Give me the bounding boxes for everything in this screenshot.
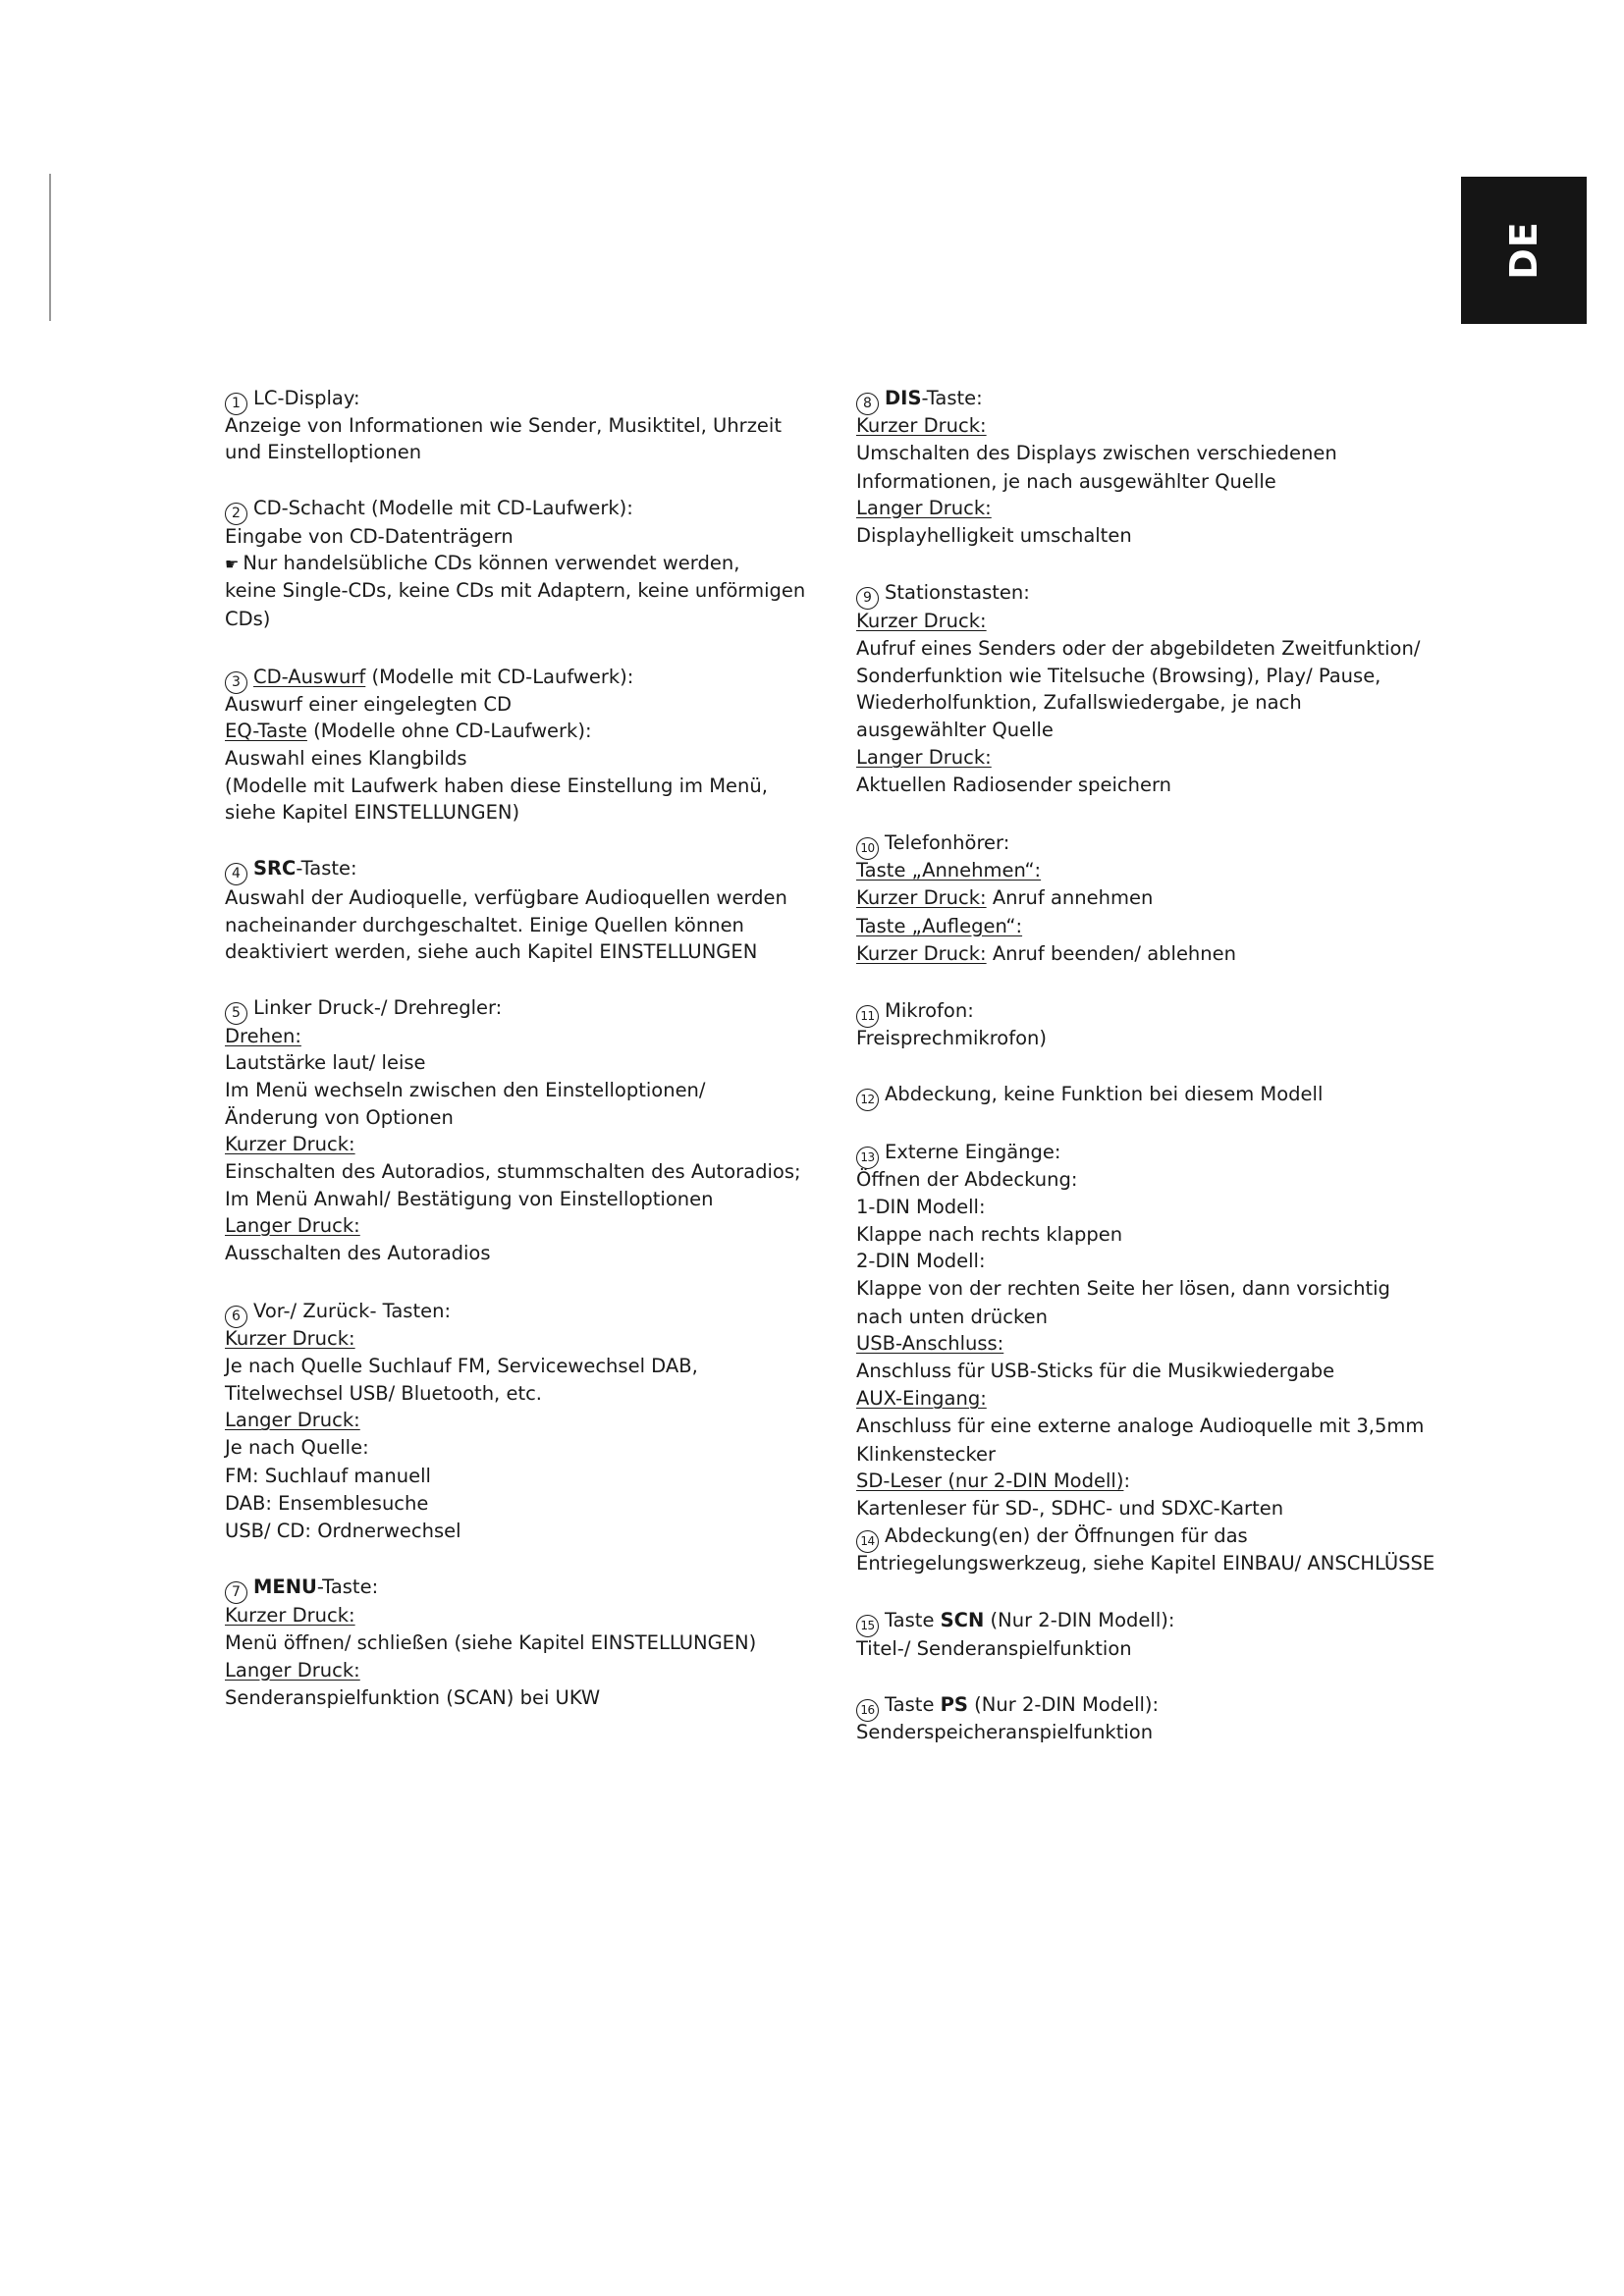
item-external-inputs (856, 1138, 1445, 1522)
item-text: Auswurf einer eingelegten CD (225, 692, 513, 716)
item-subheading: AUX-Eingang: (856, 1387, 987, 1411)
item-text: Öffnen der Abdeckung: (856, 1168, 1078, 1192)
item-subheading: Langer Druck: (856, 496, 992, 519)
right-column (856, 384, 1445, 1745)
item-number: 1 (225, 393, 247, 415)
item-number: 9 (856, 587, 879, 610)
item-subheading: USB-Anschluss: (856, 1331, 1004, 1355)
item-text: Klinkenstecker (856, 1442, 997, 1466)
language-tab-label: DE (1501, 221, 1545, 280)
item-text: Kartenleser für SD-, SDHC- und SDXC-Karten (856, 1496, 1284, 1520)
item-subheading: Kurzer Druck: (225, 1327, 355, 1351)
item-text: ausgewählter Quelle (856, 718, 1054, 741)
item-text: CDs) (225, 608, 271, 631)
item-text: Entriegelungswerkzeug, siehe Kapitel EINBAU/ ANSCHLÜSSE (856, 1552, 1435, 1575)
item-text: (Modelle ohne CD-Laufwerk): (306, 719, 592, 742)
item-text: Je nach Quelle Suchlauf FM, Servicewechsel DAB, (225, 1355, 698, 1378)
item-title: CD-Schacht (Modelle mit CD-Laufwerk): (253, 497, 633, 520)
item-text: : (1123, 1468, 1131, 1492)
item-text: Aktuellen Radiosender speichern (856, 774, 1171, 797)
item-subheading: Kurzer Druck: (225, 1132, 355, 1155)
item-text: Wiederholfunktion, Zufallswiedergabe, je nach (856, 690, 1302, 714)
item-text: Informationen, je nach ausgewählter Quelle (856, 469, 1276, 493)
item-title-underlined: CD-Auswurf (253, 665, 366, 688)
item-text: Senderanspielfunktion (SCAN) bei UKW (225, 1686, 601, 1710)
item-cover (856, 1080, 1445, 1108)
item-text: Auswahl der Audioquelle, verfügbare Audioquellen werden (225, 885, 787, 909)
item-number: 12 (856, 1089, 879, 1111)
item-number: 11 (856, 1005, 879, 1028)
item-text: Anschluss für eine externe analoge Audioquelle mit 3,5mm (856, 1415, 1425, 1438)
language-tab (1461, 177, 1587, 324)
item-subheading: Taste „Annehmen“: (856, 859, 1042, 882)
item-title: Telefonhörer: (885, 830, 1010, 854)
item-number: 14 (856, 1530, 879, 1553)
item-text: Umschalten des Displays zwischen verschiedenen (856, 442, 1337, 465)
item-number: 3 (225, 671, 247, 694)
item-subheading: Langer Druck: (856, 746, 992, 770)
item-src-key (225, 854, 814, 965)
item-title: (Nur 2-DIN Modell): (984, 1609, 1175, 1632)
item-subheading: Kurzer Druck: (856, 886, 987, 910)
item-number: 15 (856, 1615, 879, 1637)
item-cover-openings (856, 1522, 1445, 1577)
item-text: Anschluss für USB-Sticks für die Musikwiedergabe (856, 1359, 1335, 1382)
item-text: FM: Suchlauf manuell (225, 1464, 431, 1487)
item-title: Vor-/ Zurück- Tasten: (253, 1299, 452, 1322)
item-title: Linker Druck-/ Drehregler: (253, 996, 503, 1020)
item-text: keine Single-CDs, keine CDs mit Adaptern, keine unförmigen (225, 578, 806, 602)
item-cd-slot (225, 494, 814, 633)
item-text: Nur handelsübliche CDs können verwendet werden, (243, 551, 740, 574)
item-text: Titel-/ Senderanspielfunktion (856, 1636, 1132, 1660)
pointing-hand-icon: ☛ (225, 554, 240, 573)
item-menu-key (225, 1573, 814, 1712)
item-station-keys (856, 578, 1445, 800)
item-number: 6 (225, 1306, 247, 1328)
item-text: siehe Kapitel EINSTELLUNGEN) (225, 801, 520, 825)
item-text: nacheinander durchgeschaltet. Einige Quellen können (225, 914, 744, 937)
item-text: deaktiviert werden, siehe auch Kapitel EINSTELLUNGEN (225, 940, 758, 964)
item-number: 5 (225, 1002, 247, 1025)
item-dis-key (856, 384, 1445, 550)
item-text: Freisprechmikrofon) (856, 1027, 1047, 1050)
item-text: Titelwechsel USB/ Bluetooth, etc. (225, 1382, 543, 1406)
item-title: (Modelle mit CD-Laufwerk): (365, 665, 634, 688)
item-text: (Modelle mit Laufwerk haben diese Einstellung im Menü, (225, 774, 768, 798)
item-subheading: Kurzer Druck: (225, 1603, 355, 1627)
item-text: Displayhelligkeit umschalten (856, 523, 1132, 547)
item-title: -Taste: (316, 1575, 379, 1599)
item-title: Stationstasten: (885, 581, 1030, 605)
margin-line (49, 174, 51, 321)
item-ps-key (856, 1690, 1445, 1745)
item-text: Anzeige von Informationen wie Sender, Musiktitel, Uhrzeit (225, 414, 782, 438)
item-subheading: Langer Druck: (225, 1409, 360, 1432)
item-text: Anruf beenden/ ablehnen (986, 941, 1237, 965)
item-text: USB/ CD: Ordnerwechsel (225, 1520, 461, 1543)
item-text: 1-DIN Modell: (856, 1196, 986, 1219)
item-title: Abdeckung, keine Funktion bei diesem Modell (885, 1083, 1324, 1106)
item-text: Anruf annehmen (986, 886, 1154, 910)
item-text: DAB: Ensemblesuche (225, 1491, 429, 1515)
item-text: Änderung von Optionen (225, 1105, 454, 1129)
item-text: Im Menü wechseln zwischen den Einstelloptionen/ (225, 1078, 706, 1101)
item-subheading: EQ-Taste (225, 719, 307, 742)
item-phone-keys (856, 828, 1445, 968)
item-title: Externe Eingänge: (885, 1140, 1061, 1163)
item-text: Eingabe von CD-Datenträgern (225, 524, 514, 548)
item-title: Taste (885, 1692, 941, 1716)
item-text: Menü öffnen/ schließen (siehe Kapitel EINSTELLUNGEN) (225, 1630, 757, 1654)
item-title: -Taste: (921, 387, 983, 409)
item-subheading: Kurzer Druck: (856, 941, 987, 965)
item-title: Mikrofon: (885, 998, 974, 1022)
item-lc-display (225, 384, 814, 465)
item-number: 2 (225, 503, 247, 525)
item-scn-key (856, 1606, 1445, 1661)
item-text: Einschalten des Autoradios, stummschalten des Autoradios; (225, 1159, 801, 1183)
item-number: 4 (225, 863, 247, 885)
item-text: 2-DIN Modell: (856, 1250, 986, 1273)
item-title-bold: PS (940, 1692, 968, 1716)
item-number: 7 (225, 1581, 247, 1604)
item-text: Im Menü Anwahl/ Bestätigung von Einstelloptionen (225, 1188, 714, 1211)
item-subheading: Drehen: (225, 1024, 301, 1047)
item-number: 8 (856, 393, 879, 415)
item-title: Abdeckung(en) der Öffnungen für das (885, 1524, 1248, 1548)
item-number: 16 (856, 1699, 879, 1722)
item-subheading: Kurzer Druck: (856, 609, 987, 632)
item-text: Klappe nach rechts klappen (856, 1223, 1123, 1247)
item-title: LC-Display: (253, 387, 360, 409)
item-text: und Einstelloptionen (225, 441, 422, 464)
item-text: Auswahl eines Klangbilds (225, 746, 467, 770)
left-column (225, 384, 814, 1712)
item-text: Klappe von der rechten Seite her lösen, dann vorsichtig (856, 1277, 1390, 1301)
item-title-bold: SCN (940, 1609, 985, 1632)
item-cd-eject (225, 663, 814, 827)
item-number: 10 (856, 837, 879, 860)
item-subheading: SD-Leser (nur 2-DIN Modell) (856, 1468, 1124, 1492)
item-title: Taste (885, 1609, 941, 1632)
item-left-knob (225, 993, 814, 1268)
item-text: Aufruf eines Senders oder der abgebildeten Zweitfunktion/ (856, 636, 1421, 660)
item-title-bold: DIS (885, 387, 922, 409)
item-prev-next-keys (225, 1297, 814, 1545)
item-text: Ausschalten des Autoradios (225, 1242, 491, 1265)
item-text: Sonderfunktion wie Titelsuche (Browsing), Play/ Pause, (856, 664, 1381, 687)
item-subheading: Kurzer Druck: (856, 414, 987, 438)
item-title: -Taste: (296, 857, 357, 881)
item-subheading: Langer Druck: (225, 1659, 360, 1682)
item-text: Senderspeicheranspielfunktion (856, 1721, 1154, 1744)
item-subheading: Taste „Auflegen“: (856, 914, 1023, 937)
item-text: nach unten drücken (856, 1305, 1048, 1328)
item-title-bold: SRC (253, 857, 297, 881)
item-microphone (856, 996, 1445, 1051)
item-title-bold: MENU (253, 1575, 317, 1599)
item-subheading: Langer Druck: (225, 1214, 360, 1238)
item-title: (Nur 2-DIN Modell): (967, 1692, 1160, 1716)
item-number: 13 (856, 1147, 879, 1169)
item-text: Je nach Quelle: (225, 1436, 369, 1460)
item-text: Lautstärke laut/ leise (225, 1050, 426, 1074)
